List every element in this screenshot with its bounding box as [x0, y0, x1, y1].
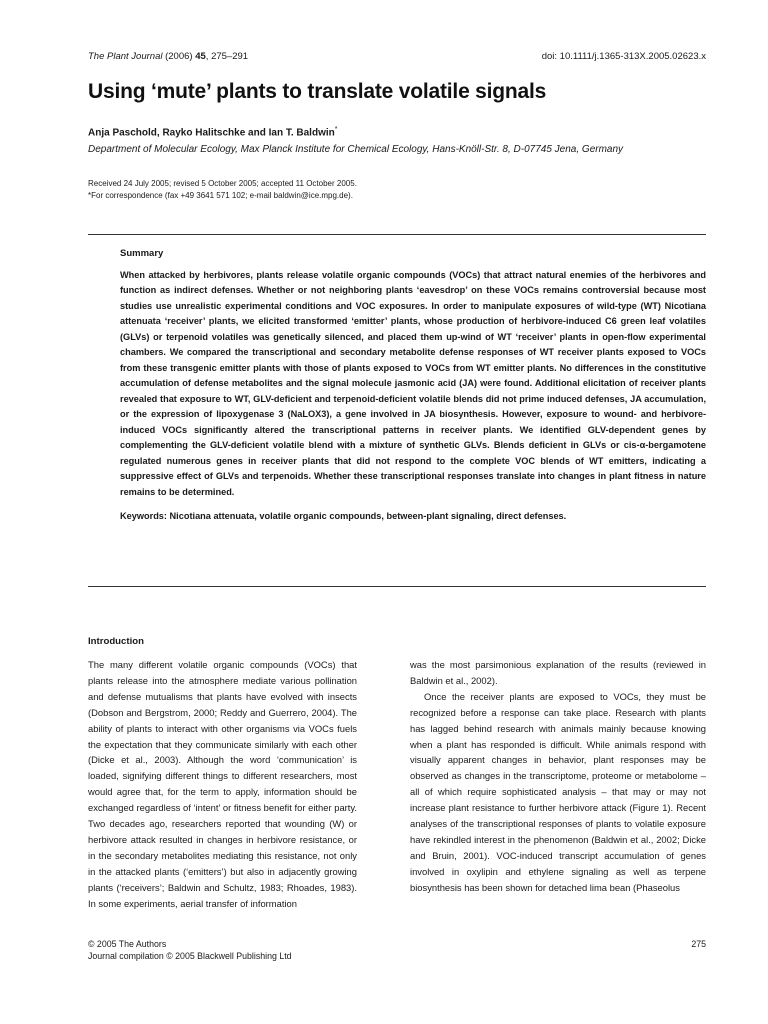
- summary-bottom-rule: [88, 586, 706, 587]
- keywords: [120, 509, 706, 525]
- running-header: [88, 51, 706, 65]
- journal-citation: [88, 51, 248, 65]
- correspondence-mark: *: [334, 126, 338, 133]
- author-list: [88, 126, 337, 138]
- article-title: Using ‘mute’ plants to translate volatile signals: [88, 80, 547, 103]
- body-column-left: [88, 657, 357, 912]
- keywords-label: Keywords:: [120, 511, 167, 521]
- intro-paragraph-2: Once the receiver plants are exposed to VOCs, they must be recognized before a response can take place. Research with plants has lagged behind research with animals mainly because knowing when a plant has responded is difficult. While animals respond with visually apparent changes in behavior, plant responses may be observed as changes in the transcriptome, proteome or metabolome – all of which require sophisticated analysis – that may or may not increase plant resistance to further herbivore attack (Figure 1). Recent analyses of the transcriptional responses of plants to volatile exposure have rekindled interest in the phenomenon (Baldwin et al., 2002; Dicke and Bruin, 2001). VOC-induced transcript accumulation of genes involved in oxylipin and ethylene signaling as well as terpene biosynthesis has been shown for detached lima bean (Phaseolus: [410, 690, 706, 893]
- journal-pages: , 275–291: [205, 51, 249, 62]
- affiliation: Department of Molecular Ecology, Max Planck Institute for Chemical Ecology, Hans-Knöll-Str. 8, D-07745 Jena, Germany: [88, 144, 624, 155]
- journal-year: (2006): [165, 51, 193, 62]
- doi[interactable]: doi: 10.1111/j.1365-313X.2005.02623.x: [541, 51, 706, 62]
- intro-paragraph-1: The many different volatile organic compounds (VOCs) that plants release into the atmosphere mediate various pollination and defense mutualisms that plants have evolved with insects (Dobson and Bergstrom, 2000; Reddy and Guerrero, 2004). The ability of plants to interact with other organisms via VOCs fuels the expectation that they communicate similarly with each other (Dicke et al., 2003). Although the word ‘communication’ is loaded, signifying different things to different researchers, most would agree that, for the term to apply, information should be exchanged regardless of ‘intent’ or fitness benefit for either party. Two decades ago, researchers reported that wounding (W) or herbivore attack resulted in changes in herbivore resistance, or in the secondary metabolites mediating this resistance, not only in the attacked plants (‘emitters’) but also in adjacently growing plants (‘receivers’; Baldwin and Schultz, 1983; Rhoades, 1983). In some experiments, aerial transfer of information: [88, 659, 357, 909]
- copyright-compilation: Journal compilation © 2005 Blackwell Publishing Ltd: [88, 951, 292, 961]
- summary-block: [120, 246, 706, 525]
- article-dates: [88, 178, 357, 202]
- author-names: Anja Paschold, Rayko Halitschke and Ian T. Baldwin: [88, 127, 335, 139]
- introduction-heading: Introduction: [88, 636, 144, 647]
- journal-volume: 45: [195, 51, 206, 62]
- journal-name: The Plant Journal: [88, 51, 163, 62]
- page-number: 275: [691, 939, 706, 949]
- keywords-values: Nicotiana attenuata, volatile organic compounds, between-plant signaling, direct defenses.: [169, 511, 567, 521]
- summary-text: When attacked by herbivores, plants release volatile organic compounds (VOCs) that attract natural enemies of the herbivores and function as indirect defenses. Whether or not neighboring plants ‘eavesdrop’ on these VOCs remains controversial because most studies use unrealistic experimental conditions and VOC exposures. In order to manipulate exposures of wild-type (WT) Nicotiana attenuata ‘receiver’ plants, we elicited transformed ‘emitter’ plants, whose production of herbivore-induced C6 green leaf volatiles (GLVs) or terpenoid volatiles was genetically silenced, and placed them up-wind of WT ‘receiver’ plants in open-flow experimental chambers. We compared the transcriptional and secondary metabolite defense responses of WT receiver plants exposed to VOCs from these transgenic emitter plants with those of plants exposed to VOCs from WT emitter plants. No differences in the constitutive accumulation of defense metabolites and the signal molecule jasmonic acid (JA) were found. Additional elicitation of receiver plants revealed that exposure to WT, GLV-deficient and terpenoid-deficient volatile blends did not prime induced defenses, JA accumulation, or the expression of lipoxygenase 3 (NaLOX3), a gene involved in JA biosynthesis. However, exposure to wound- and herbivore-induced VOCs significantly altered the transcriptional patterns in receiver plants. We identified GLV-dependent genes by complementing the GLV-deficient volatile blend with a mixture of synthetic GLVs. Blends deficient in GLVs or cis-α-bergamotene regulated numerous genes in receiver plants that did not respond to the complete VOC blends of WT emitters, indicating a suppressive effect of GLVs and terpenoids. Whether these transcriptional responses translate into changes in plant fitness in nature remains to be determined.: [120, 269, 706, 497]
- body-column-right: [410, 657, 706, 896]
- correspondence-note: *For correspondence (fax +49 3641 571 102; e-mail baldwin@ice.mpg.de).: [88, 191, 353, 200]
- received-dates: Received 24 July 2005; revised 5 October 2005; accepted 11 October 2005.: [88, 179, 357, 188]
- summary-heading: Summary: [120, 248, 164, 259]
- copyright-authors: © 2005 The Authors: [88, 939, 167, 949]
- footer-copyright: [88, 938, 292, 962]
- summary-top-rule: [88, 234, 706, 235]
- intro-paragraph-continued: was the most parsimonious explanation of the results (reviewed in Baldwin et al., 2002).: [410, 659, 706, 686]
